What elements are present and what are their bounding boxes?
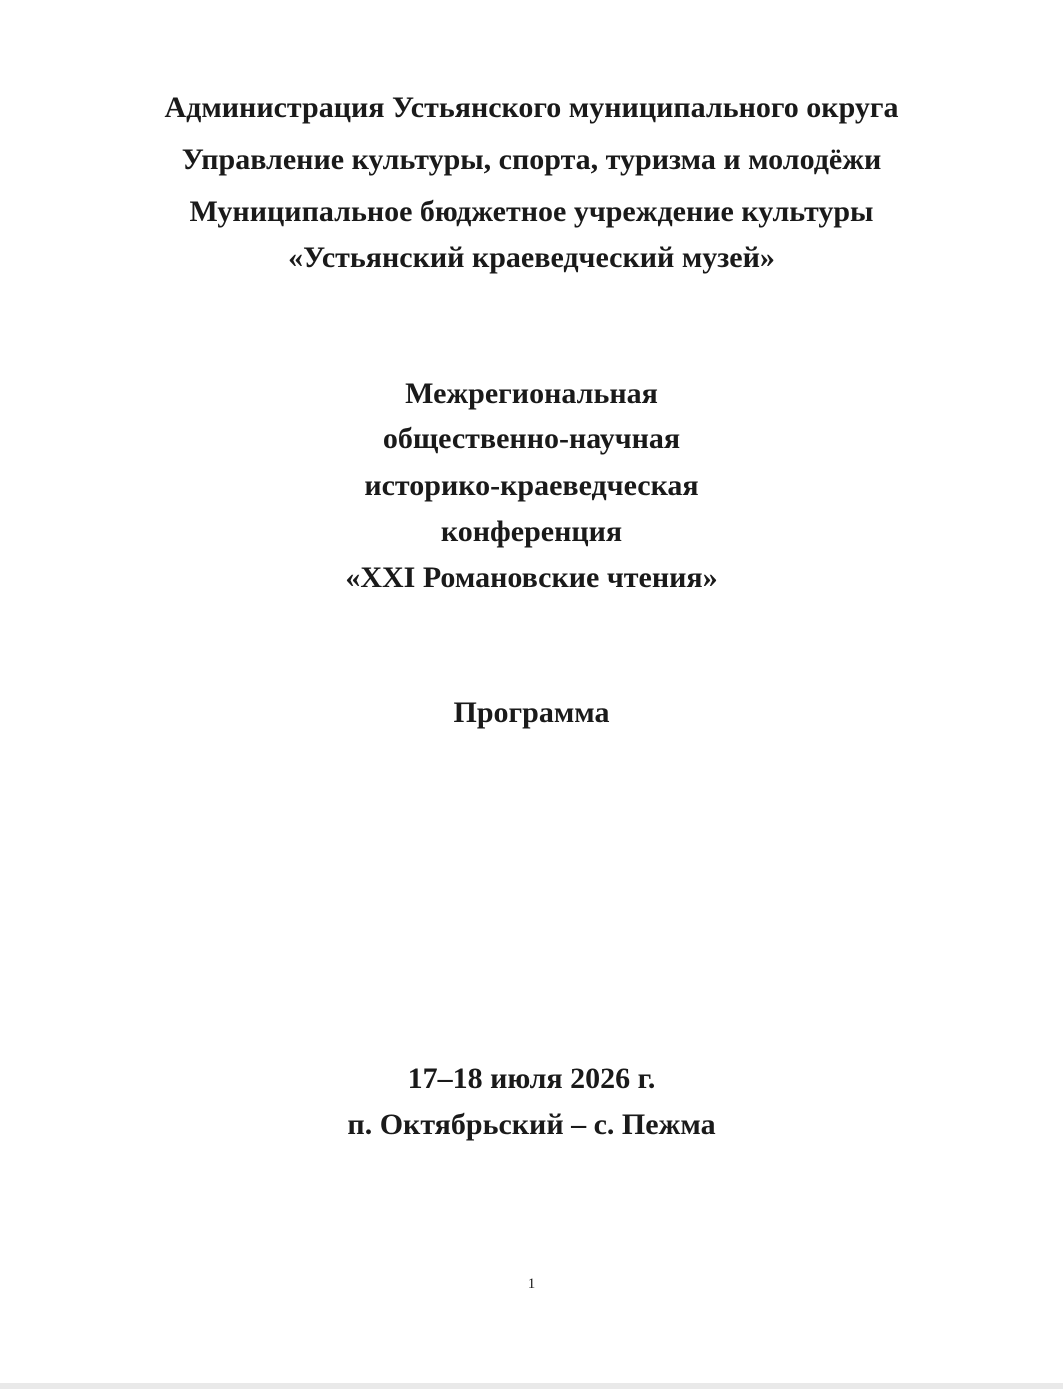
conference-title-line-2: общественно-научная — [382, 422, 681, 455]
program-label: Программа — [453, 696, 610, 729]
page-bottom-edge — [0, 1383, 1063, 1389]
header-museum-name: «Устьянский краеведческий музей» — [288, 241, 775, 274]
conference-title-line-1: Межрегиональная — [405, 377, 658, 410]
conference-name: «XXI Романовские чтения» — [345, 561, 718, 594]
header-administration: Администрация Устьянского муниципального округа — [164, 91, 899, 124]
event-dates: 17–18 июля 2026 г. — [407, 1062, 656, 1095]
header-institution: Муниципальное бюджетное учреждение культуры — [189, 195, 874, 228]
conference-title-line-4: конференция — [440, 515, 623, 548]
page-number: 1 — [527, 1276, 536, 1292]
event-location: п. Октябрьский – с. Пежма — [347, 1108, 716, 1141]
conference-title-line-3: историко-краеведческая — [364, 469, 699, 502]
header-department: Управление культуры, спорта, туризма и молодёжи — [181, 143, 882, 176]
